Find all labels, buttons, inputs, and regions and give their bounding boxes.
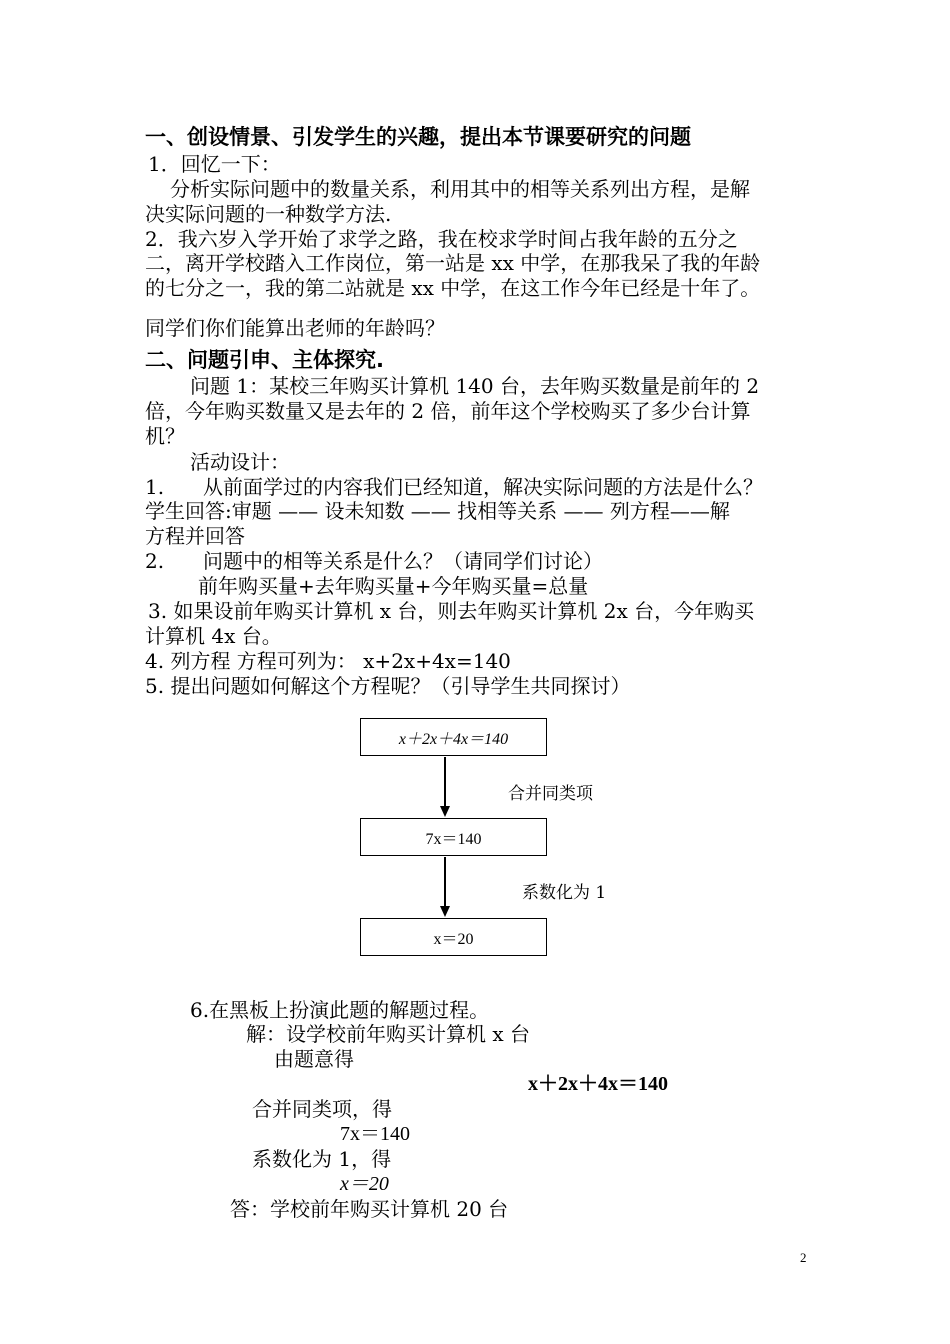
item1-text-line2: 决实际问题的一种数学方法.	[145, 202, 392, 226]
solution-equation: x＋2x＋4x＝140	[528, 1073, 668, 1095]
problem1-line3: 机？	[145, 424, 185, 448]
flow-label-coefficient: 系数化为 1	[522, 883, 607, 903]
step1-answer-line2: 方程并回答	[145, 524, 245, 548]
solution-by-problem: 由题意得	[274, 1047, 354, 1071]
item2-line3: 的七分之一，我的第二站就是 xx 中学，在这工作今年已经是十年了。	[145, 276, 761, 300]
flow-box-result: x＝20	[360, 918, 547, 956]
step4-equation: 4. 列方程 方程可列为： x+2x+4x=140	[145, 649, 511, 673]
step1-number: 1.	[145, 475, 165, 499]
section2-heading: 二、问题引申、主体探究.	[145, 348, 384, 372]
problem1-line1: 问题 1：某校三年购买计算机 140 台，去年购买数量是前年的 2	[190, 374, 760, 398]
item2-line2: 二，离开学校踏入工作岗位，第一站是 xx 中学，在那我呆了我的年龄	[145, 251, 761, 275]
step3-line2: 计算机 4x 台。	[145, 624, 282, 648]
item2-line1: 2．我六岁入学开始了求学之路，我在校求学时间占我年龄的五分之	[145, 227, 738, 251]
solution-let: 解：设学校前年购买计算机 x 台	[246, 1022, 530, 1046]
solution-coefficient: 系数化为 1，得	[252, 1147, 392, 1171]
solution-combine: 合并同类项，得	[252, 1097, 392, 1121]
flow-arrowhead-2	[440, 906, 450, 917]
flow-box-combined: 7x＝140	[360, 818, 547, 856]
step1-text: 从前面学过的内容我们已经知道，解决实际问题的方法是什么？	[203, 475, 763, 499]
page-number: 2	[800, 1250, 807, 1265]
teacher-age-question: 同学们你们能算出老师的年龄吗？	[145, 316, 445, 340]
step2-text: 问题中的相等关系是什么？（请同学们讨论）	[203, 549, 603, 573]
section1-heading: 一、创设情景、引发学生的兴趣，提出本节课要研究的问题	[145, 125, 691, 149]
step2-relation: 前年购买量+去年购买量+今年购买量=总量	[198, 574, 589, 598]
activity-label: 活动设计：	[190, 450, 290, 474]
item1-label: 1．回忆一下：	[148, 152, 281, 176]
solution-eq2: 7x＝140	[340, 1123, 410, 1145]
flow-box-equation: x＋2x＋4x＝140	[360, 718, 547, 756]
step6-title: 6.在黑板上扮演此题的解题过程。	[190, 998, 490, 1022]
step1-answer-line1: 学生回答:审题 —— 设未知数 —— 找相等关系 —— 列方程——解	[145, 499, 730, 523]
flow-arrow-1	[444, 757, 446, 807]
solution-eq3: x＝20	[340, 1173, 389, 1195]
flow-label-combine: 合并同类项	[508, 784, 593, 804]
step5-question: 5. 提出问题如何解这个方程呢？（引导学生共同探讨）	[145, 674, 631, 698]
item1-text-line1: 分析实际问题中的数量关系，利用其中的相等关系列出方程，是解	[170, 177, 750, 201]
problem1-line2: 倍，今年购买数量又是去年的 2 倍，前年这个学校购买了多少台计算	[145, 399, 751, 423]
flow-arrow-2	[444, 857, 446, 907]
flow-arrowhead-1	[440, 806, 450, 817]
solution-answer: 答：学校前年购买计算机 20 台	[230, 1197, 509, 1221]
step2-number: 2.	[145, 549, 165, 573]
step3-line1: 3. 如果设前年购买计算机 x 台，则去年购买计算机 2x 台，今年购买	[148, 599, 755, 623]
